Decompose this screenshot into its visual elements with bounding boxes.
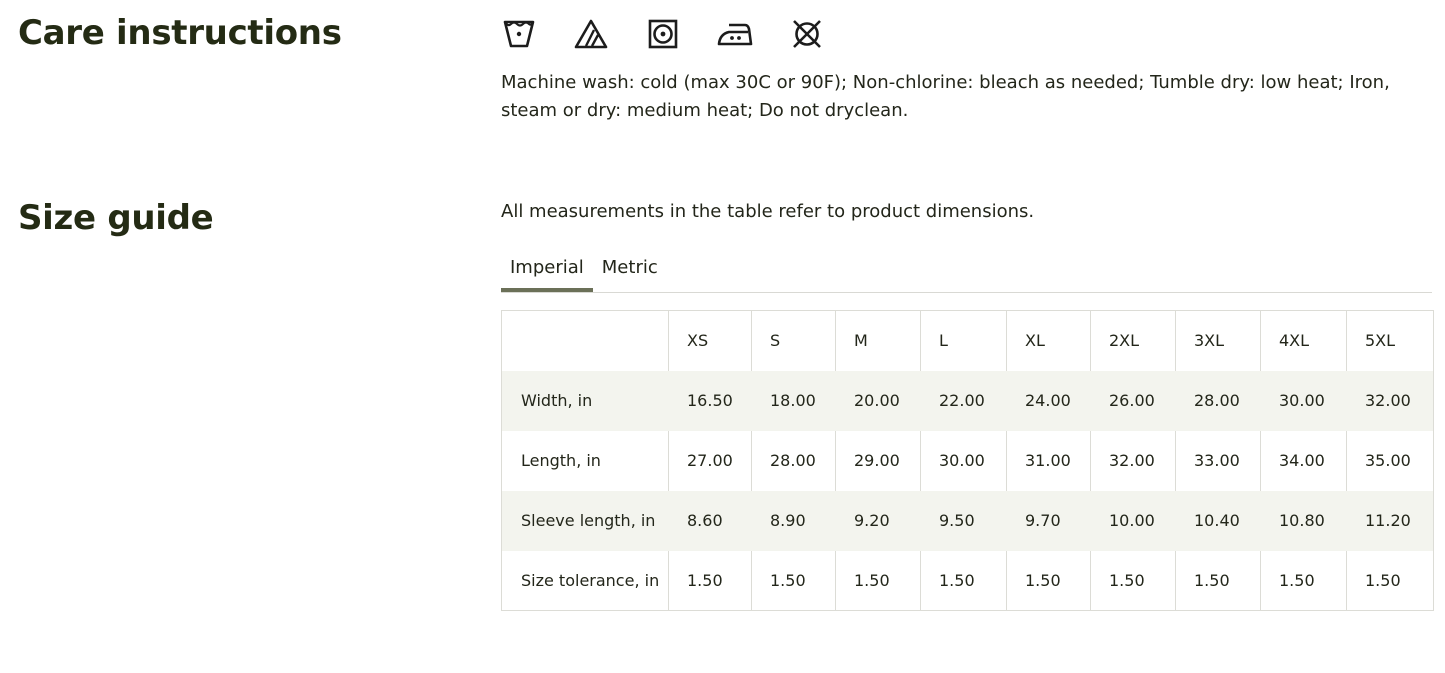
table-cell: 29.00 xyxy=(836,431,921,491)
column-header: S xyxy=(752,311,836,371)
column-header: XS xyxy=(669,311,752,371)
table-cell: 32.00 xyxy=(1347,371,1434,431)
care-instructions-title: Care instructions xyxy=(18,13,342,53)
table-cell: 9.50 xyxy=(921,491,1007,551)
do-not-dryclean-icon xyxy=(789,16,825,52)
row-label: Sleeve length, in xyxy=(502,491,669,551)
table-cell: 30.00 xyxy=(921,431,1007,491)
table-cell: 10.00 xyxy=(1091,491,1176,551)
care-instructions-text: Machine wash: cold (max 30C or 90F); Non-chlorine: bleach as needed; Tumble dry: low heat; Iron, steam or dry: medium heat; Do not dryclean. xyxy=(501,72,1390,121)
table-cell: 1.50 xyxy=(1176,551,1261,611)
table-cell: 35.00 xyxy=(1347,431,1434,491)
table-cell: 18.00 xyxy=(752,371,836,431)
size-table xyxy=(501,310,1434,611)
column-header: L xyxy=(921,311,1007,371)
table-cell: 1.50 xyxy=(669,551,752,611)
table-header-row xyxy=(502,311,1434,371)
table-cell: 1.50 xyxy=(1347,551,1434,611)
column-header xyxy=(502,311,669,371)
table-cell: 22.00 xyxy=(921,371,1007,431)
table-cell: 20.00 xyxy=(836,371,921,431)
tab-metric[interactable]: Metric xyxy=(601,257,658,278)
row-label: Length, in xyxy=(521,451,601,470)
non-chlorine-bleach-icon xyxy=(573,16,609,52)
table-cell: 10.40 xyxy=(1176,491,1261,551)
table-cell: 32.00 xyxy=(1091,431,1176,491)
column-header: 4XL xyxy=(1261,311,1347,371)
table-cell: 33.00 xyxy=(1176,431,1261,491)
table-cell: 9.70 xyxy=(1007,491,1091,551)
table-cell: 8.90 xyxy=(752,491,836,551)
table-cell: 9.20 xyxy=(836,491,921,551)
table-cell: 1.50 xyxy=(1007,551,1091,611)
column-header: 2XL xyxy=(1091,311,1176,371)
table-row xyxy=(502,551,1434,611)
table-cell: 1.50 xyxy=(836,551,921,611)
table-cell: 34.00 xyxy=(1261,431,1347,491)
table-cell: 1.50 xyxy=(1261,551,1347,611)
table-row xyxy=(502,491,1434,551)
column-header: 5XL xyxy=(1347,311,1434,371)
table-cell: 30.00 xyxy=(1261,371,1347,431)
column-header: 3XL xyxy=(1176,311,1261,371)
table-cell: 31.00 xyxy=(1007,431,1091,491)
size-guide-note: All measurements in the table refer to product dimensions. xyxy=(501,201,1035,222)
machine-wash-cold-icon xyxy=(501,16,537,52)
row-label: Size tolerance, in xyxy=(521,570,660,590)
unit-tabs xyxy=(501,252,1432,293)
table-row xyxy=(502,431,1434,491)
table-cell: 28.00 xyxy=(1176,371,1261,431)
table-cell: 24.00 xyxy=(1007,371,1091,431)
row-label: Width, in xyxy=(502,371,669,431)
table-row xyxy=(502,371,1434,431)
tab-imperial[interactable]: Imperial xyxy=(501,252,593,292)
table-cell: 1.50 xyxy=(921,551,1007,611)
iron-medium-heat-icon xyxy=(717,16,753,52)
column-header: M xyxy=(836,311,921,371)
table-cell: 1.50 xyxy=(1091,551,1176,611)
table-cell: 8.60 xyxy=(669,491,752,551)
table-cell: 27.00 xyxy=(669,431,752,491)
table-cell: 16.50 xyxy=(669,371,752,431)
table-cell: 1.50 xyxy=(752,551,836,611)
table-cell: 11.20 xyxy=(1347,491,1434,551)
table-cell: 10.80 xyxy=(1261,491,1347,551)
table-cell: 26.00 xyxy=(1091,371,1176,431)
column-header: XL xyxy=(1007,311,1091,371)
care-icons xyxy=(501,16,861,52)
size-guide-title: Size guide xyxy=(18,198,214,238)
table-cell: 28.00 xyxy=(752,431,836,491)
tumble-dry-low-icon xyxy=(645,16,681,52)
